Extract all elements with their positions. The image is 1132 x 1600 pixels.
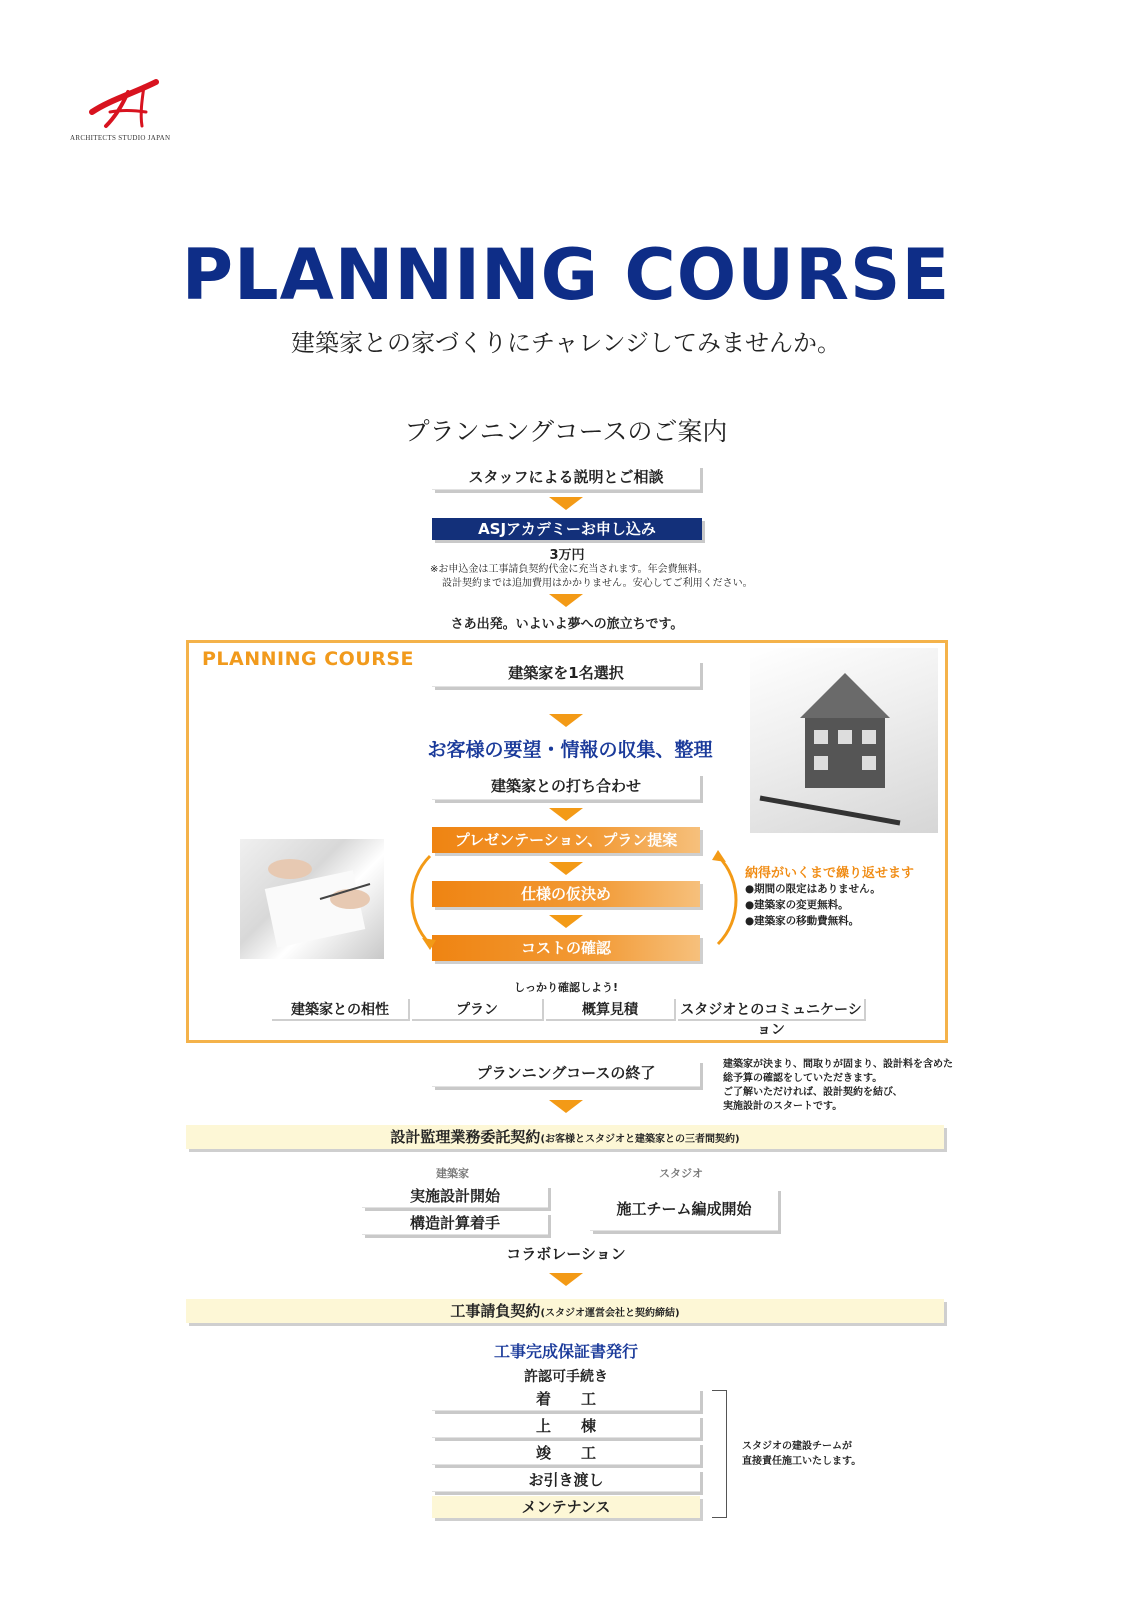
design-contract-step: [186, 1125, 944, 1149]
fee-amount: 3万円: [549, 548, 585, 563]
detail-design-step: 実施設計開始: [362, 1185, 548, 1208]
arrow-down-icon: [549, 915, 583, 928]
page-subtitle: 建築家との家づくりにチャレンジしてみませんか。: [290, 329, 842, 357]
arrow-down-icon: [549, 1100, 583, 1113]
repeat-bullet-1: ●期間の限定はありません。: [745, 883, 881, 895]
logo-text: ARCHITECTS STUDIO JAPAN: [70, 134, 171, 142]
loop-arrow-left-icon: [400, 850, 440, 950]
end-note-line-3: ご了解いただければ、設計契約を結び、: [723, 1087, 903, 1098]
gather-heading: お客様の要望・情報の収集、整理: [427, 739, 713, 761]
bracket: [712, 1390, 727, 1518]
asj-logo-mark: [70, 72, 190, 132]
loop-arrow-right-icon: [708, 850, 748, 950]
repeat-heading: 納得がいくまで繰り返せます: [745, 866, 915, 881]
house-icon: [750, 648, 938, 833]
arrow-down-icon: [549, 594, 583, 607]
check-item: 建築家との相性: [272, 999, 410, 1021]
meeting-step: 建築家との打ち合わせ: [432, 773, 700, 800]
cost-step: コストの確認: [432, 935, 700, 961]
structural-step: 構造計算着手: [362, 1212, 548, 1235]
guide-title: プランニングコースのご案内: [404, 417, 728, 446]
repeat-bullet-2: ●建築家の変更無料。: [745, 899, 849, 911]
fee-note-2: 設計契約までは追加費用はかかりません。安心してご利用ください。: [442, 578, 753, 589]
logo: [70, 72, 190, 142]
team-start-step: 施工チーム編成開始: [590, 1188, 778, 1231]
fee-note-1: ※お申込金は工事請負契約代金に充当されます。年会費無料。: [430, 564, 708, 575]
departure-text: さあ出発。いよいよ夢への旅立ちです。: [450, 617, 684, 632]
spec-step: 仕様の仮決め: [432, 881, 700, 907]
apply-step: ASJアカデミーお申し込み: [432, 518, 702, 540]
build-step-start: 着 工: [432, 1388, 700, 1411]
end-note-line-2: 総予算の確認をしていただきます。: [723, 1073, 883, 1084]
architect-column-label: 建築家: [436, 1167, 469, 1180]
arrow-down-icon: [549, 497, 583, 510]
end-note-line-4: 実施設計のスタートです。: [723, 1101, 843, 1112]
collab-text: コラボレーション: [506, 1245, 626, 1263]
build-step-handover: お引き渡し: [432, 1469, 700, 1492]
consult-step: スタッフによる説明とご相談: [432, 465, 700, 490]
studio-column-label: スタジオ: [659, 1167, 703, 1180]
end-note-line-1: 建築家が決まり、間取りが固まり、設計料を含めた: [723, 1059, 953, 1070]
planning-course-label: PLANNING COURSE: [202, 648, 415, 670]
build-note-line-2: 直接責任施工いたします。: [742, 1456, 862, 1467]
guarantee-heading: 工事完成保証書発行: [493, 1342, 638, 1361]
hands-drawing-icon: [240, 839, 384, 959]
build-note-line-1: スタジオの建設チームが: [742, 1441, 852, 1452]
design-contract-sub: (お客様とスタジオと建築家との三者間契約): [540, 1134, 740, 1145]
build-step-framing: 上 棟: [432, 1415, 700, 1438]
construction-contract-sub: (スタジオ運営会社と契約締結): [540, 1308, 680, 1319]
permit-text: 許認可手続き: [524, 1369, 608, 1385]
design-contract-main: 設計監理業務委託契約: [390, 1128, 541, 1146]
build-step-complete: 竣 工: [432, 1442, 700, 1465]
arrow-down-icon: [549, 1273, 583, 1286]
check-item: プラン: [412, 999, 544, 1021]
house-model-photo: [750, 648, 938, 833]
confirm-text: しっかり確認しよう!: [513, 981, 619, 994]
repeat-bullet-3: ●建築家の移動費無料。: [745, 915, 860, 927]
course-end-step: プランニングコースの終了: [432, 1060, 700, 1087]
page-title: PLANNING COURSE: [181, 234, 951, 316]
check-item: 概算見積: [546, 999, 676, 1021]
select-architect-step: 建築家を1名選択: [432, 660, 700, 687]
arrow-down-icon: [549, 714, 583, 727]
construction-contract-step: [186, 1299, 944, 1323]
arrow-down-icon: [549, 808, 583, 821]
arrow-down-icon: [549, 862, 583, 875]
presentation-step: プレゼンテーション、プラン提案: [432, 827, 700, 853]
meeting-photo: [240, 839, 384, 959]
check-item: スタジオとのコミュニケーション: [678, 999, 866, 1021]
build-step-maintenance: メンテナンス: [432, 1496, 700, 1518]
construction-contract-main: 工事請負契約: [450, 1302, 541, 1320]
